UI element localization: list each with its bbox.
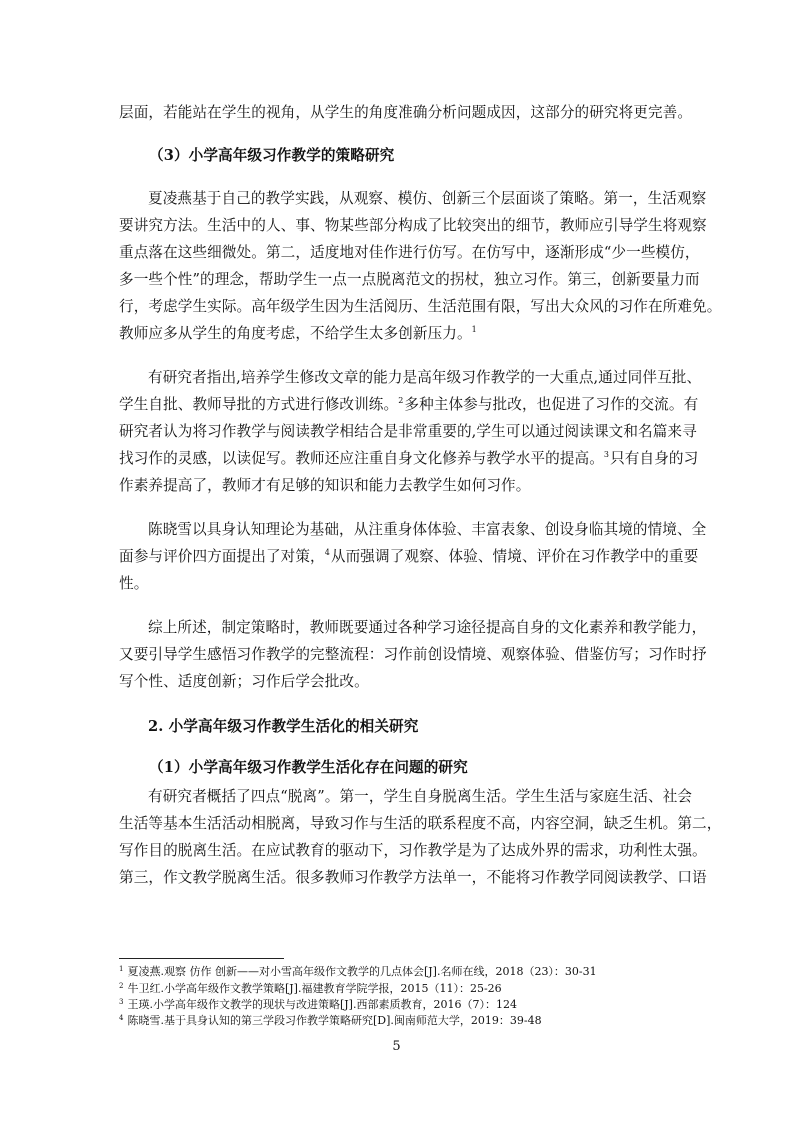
paragraph-line: 生活等基本生活活动相脱离，导致习作与生活的联系程度不高，内容空洞，缺乏生机。第二， <box>119 815 722 832</box>
subsection-heading: （1）小学高年级习作教学生活化存在问题的研究 <box>149 759 468 776</box>
footnote-number: 1 <box>119 965 124 973</box>
page-number: 5 <box>392 1039 401 1054</box>
paragraph-line: 写作目的脱离生活。在应试教育的驱动下，习作教学是为了达成外界的需求，功利性太强。 <box>119 842 707 859</box>
footnote-item <box>119 982 719 996</box>
paragraph-line: 研究者认为将习作教学与阅读教学相结合是非常重要的,学生可以通过阅读课文和名篇来寻 <box>119 423 697 440</box>
paragraph-line: 作素养提高了，教师才有足够的知识和能力去教学生如何习作。 <box>119 477 531 494</box>
paragraph-line: 有研究者指出,培养学生修改文章的能力是高年级习作教学的一大重点,通过同伴互批、 <box>148 369 702 386</box>
footnote-number: 4 <box>119 1014 124 1022</box>
footnote-ref-4: 4 <box>324 548 330 557</box>
paragraph-line-text: 多种主体参与批改，也促进了习作的交流。有 <box>404 396 699 413</box>
paragraph-line: 多一些个性”的理念，帮助学生一点一点脱离范文的拐杖，独立习作。第三，创新要量力而 <box>119 271 700 288</box>
footnote-item <box>119 1014 719 1028</box>
paragraph-line: 又要引导学生感悟习作教学的完整流程：习作前创设情境、观察体验、借鉴仿写；习作时抒 <box>119 646 707 663</box>
paragraph-line: 行，考虑学生实际。高年级学生因为生活阅历、生活范围有限，写出大众风的习作在所难免。 <box>119 298 722 315</box>
paragraph-line <box>119 449 699 469</box>
footnote-text: 陈晓雪.基于具身认知的第三学段习作教学策略研究[D].闽南师范大学，2019：39-48 <box>127 1014 542 1027</box>
footnote-item <box>119 998 719 1012</box>
paragraph-line-text: 只有自身的习 <box>610 450 699 467</box>
footnote-text: 王瑛.小学高年级作文教学的现状与改进策略[J].西部素质教育，2016（7）：124 <box>127 998 517 1011</box>
section-heading-3: （3）小学高年级习作教学的策略研究 <box>149 147 395 164</box>
footnote-number: 2 <box>119 982 124 990</box>
footnote-item <box>119 965 719 979</box>
paragraph-line: 陈晓雪以具身认知理论为基础，从注重身体体验、丰富表象、创设身临其境的情境、全 <box>148 521 707 538</box>
paragraph-line <box>119 324 674 344</box>
paragraph-line: 要讲究方法。生活中的人、事、物某些部分构成了比较突出的细节，教师应引导学生将观察 <box>119 217 707 234</box>
paragraph-line: 重点落在这些细微处。第二，适度地对佳作进行仿写。在仿写中，逐渐形成“少一些模仿， <box>119 244 700 261</box>
paragraph-line: 性。 <box>119 575 149 592</box>
paragraph-line: 写个性、适度创新；习作后学会批改。 <box>119 673 369 690</box>
paragraph-line-text: 找习作的灵感，以读促写。教师还应注重自身文化修养与教学水平的提高。 <box>119 450 604 467</box>
paragraph-line: 第三，作文教学脱离生活。很多教师习作教学方法单一，不能将习作教学同阅读教学、口语 <box>119 869 707 886</box>
paragraph-line: 有研究者概括了四点“脱离”。第一，学生自身脱离生活。学生生活与家庭生活、社会 <box>148 788 693 805</box>
paragraph-line-text: 面参与评价四方面提出了对策， <box>119 548 325 565</box>
paragraph-line <box>119 547 699 567</box>
footnote-text: 牛卫红.小学高年级作文教学策略[J].福建教育学院学报，2015（11）：25-26 <box>127 982 502 995</box>
footnote-ref-2: 2 <box>398 396 404 405</box>
footnote-ref-1: 1 <box>471 325 477 334</box>
footnote-text: 夏凌燕.观察 仿作 创新——对小雪高年级作文教学的几点体会[J].名师在线，2018（23）：30-31 <box>127 965 597 978</box>
body-text-line: 层面，若能站在学生的视角，从学生的角度准确分析问题成因，这部分的研究将更完善。 <box>119 104 693 121</box>
paragraph-line: 综上所述，制定策略时，教师既要通过各种学习途径提高自身的文化素养和教学能力， <box>148 619 707 636</box>
section-heading-2: 2. 小学高年级习作教学生活化的相关研究 <box>148 718 419 735</box>
footnote-ref-3: 3 <box>603 450 610 459</box>
paragraph-line-text: 教师应多从学生的角度考虑，不给学生太多创新压力。 <box>119 325 472 342</box>
paragraph-line <box>119 395 699 415</box>
paragraph-line-text: 从而强调了观察、体验、情境、评价在习作教学中的重要 <box>330 548 699 565</box>
paragraph-line: 夏凌燕基于自己的教学实践，从观察、模仿、创新三个层面谈了策略。第一，生活观察 <box>148 190 707 207</box>
footnote-number: 3 <box>119 998 124 1006</box>
footnote-divider <box>119 958 284 959</box>
paragraph-line-text: 学生自批、教师导批的方式进行修改训练。 <box>119 396 399 413</box>
